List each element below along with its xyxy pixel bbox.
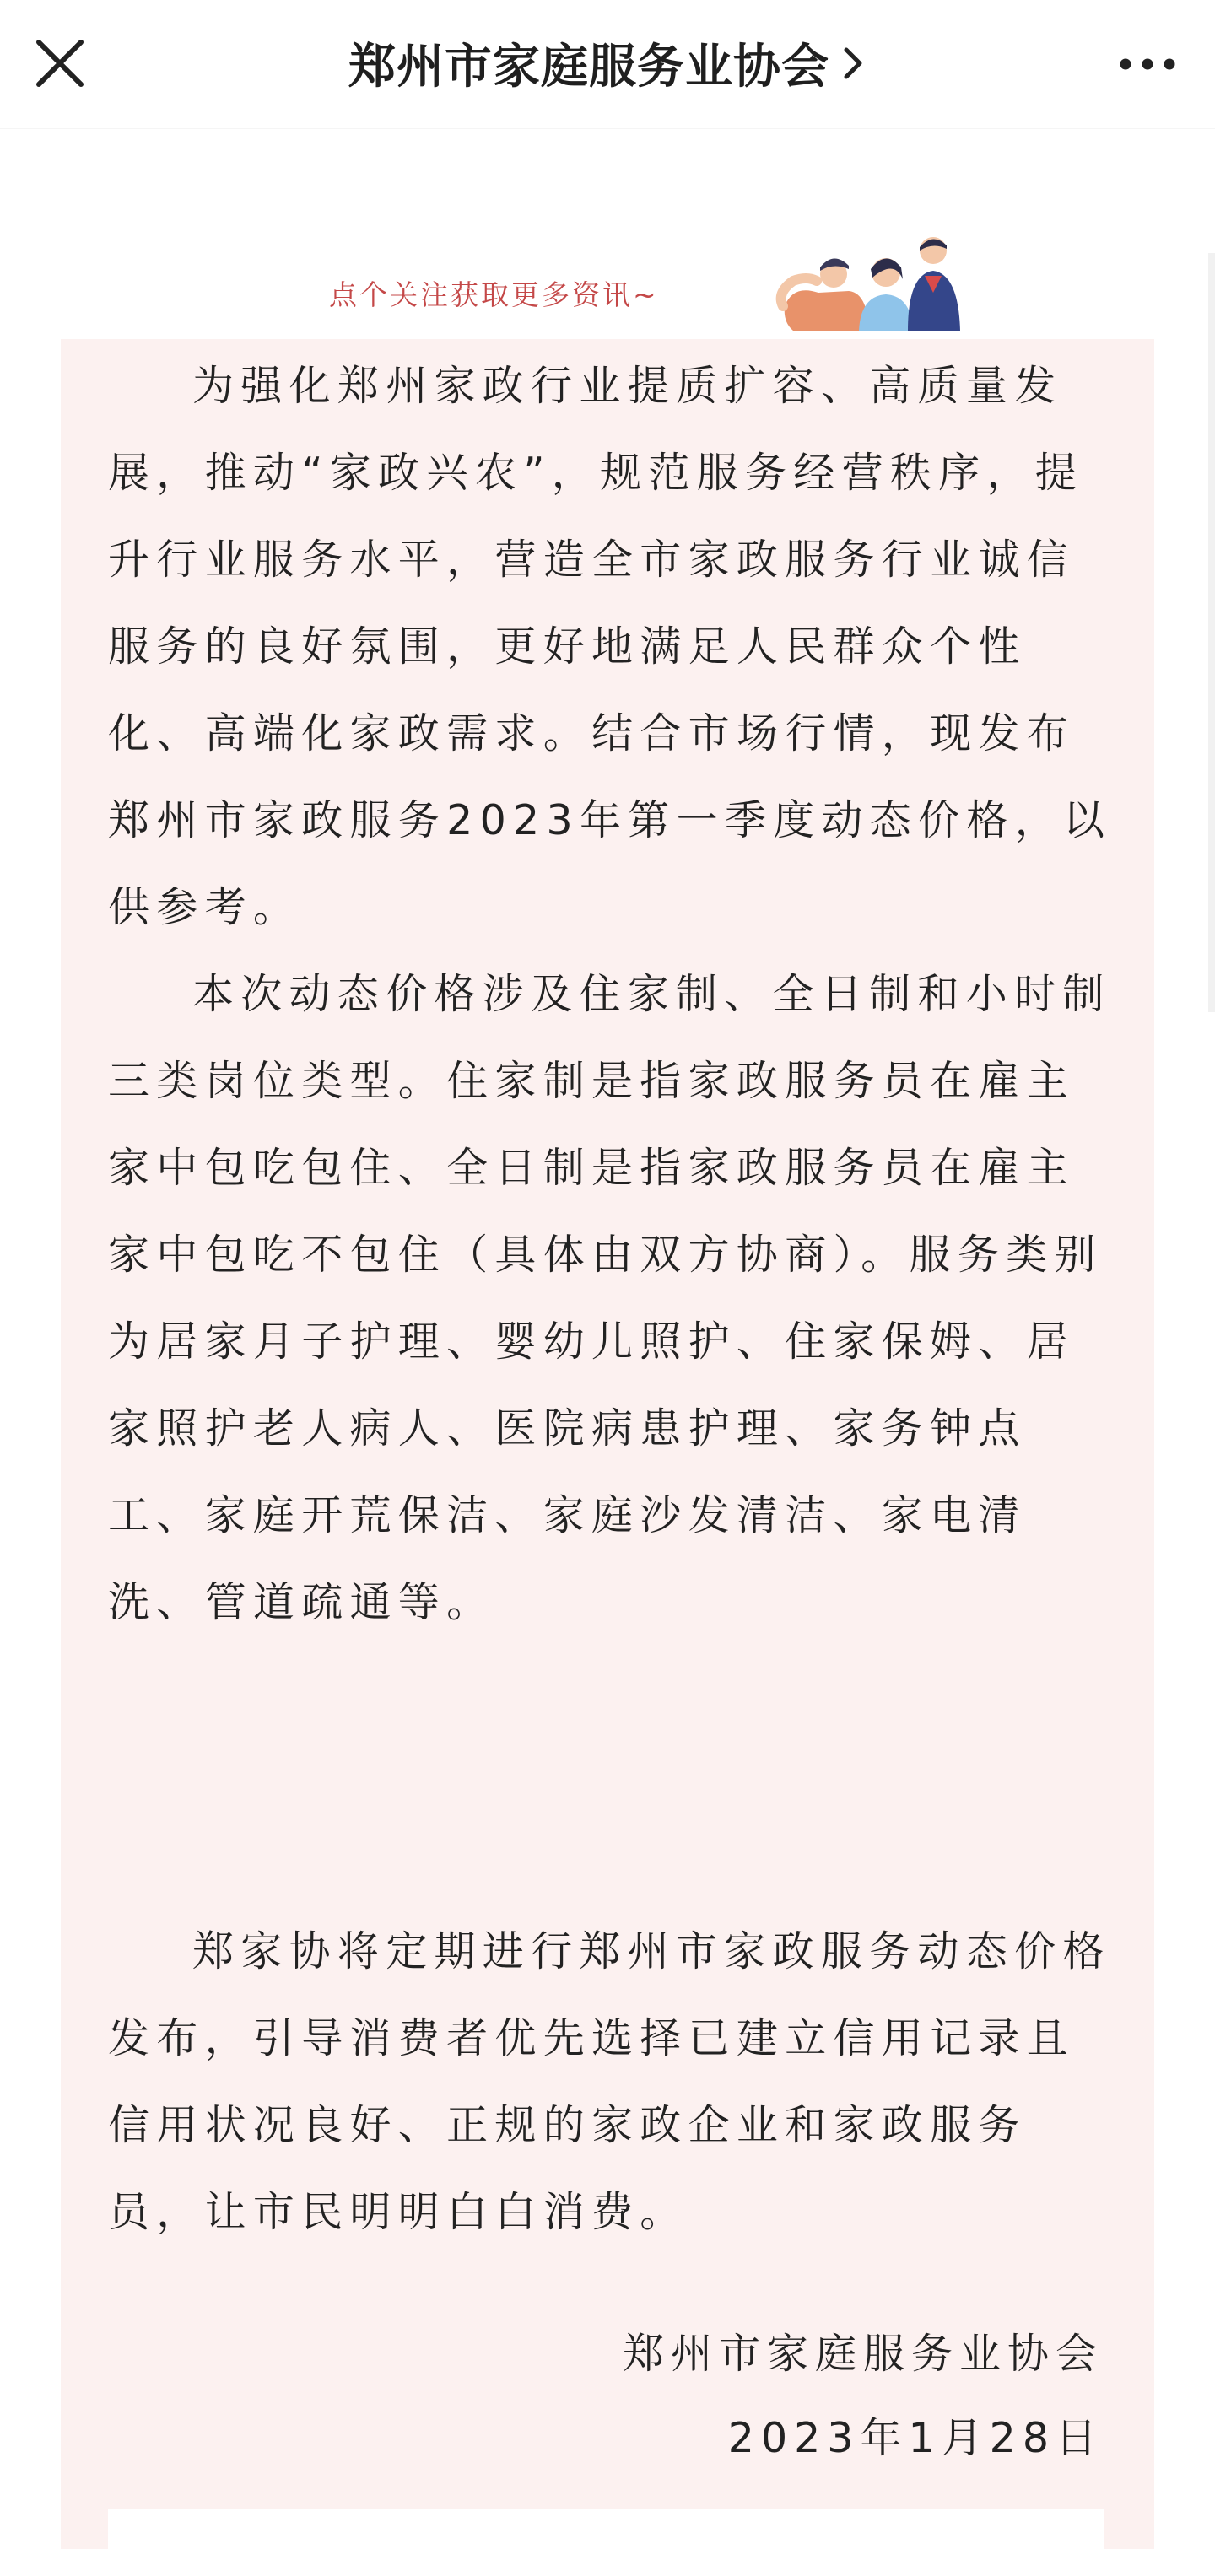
top-bar — [0, 0, 1215, 128]
page-title: 郑州市家庭服务业协会 — [348, 40, 829, 94]
signature-date: 2023年1月28日 — [727, 2414, 1104, 2462]
signature-org: 郑州市家庭服务业协会 — [622, 2330, 1104, 2378]
article-panel — [61, 339, 1154, 2549]
chevron-right-icon — [841, 43, 867, 84]
article-paragraph: 郑家协将定期进行郑州市家政服务动态价格发布，引导消费者优先选择已建立信用记录且信用状况良好、正规的家政企业和家政服务员，让市民明明白白消费。 — [108, 1927, 1111, 2236]
follow-prompt: 点个关注获取更多资讯~ — [329, 278, 659, 311]
people-illustration — [768, 225, 970, 331]
more-icon[interactable] — [1117, 47, 1178, 81]
close-icon[interactable] — [30, 34, 89, 93]
next-card — [108, 2509, 1104, 2576]
account-title-link[interactable] — [169, 25, 1046, 101]
article-paragraph: 本次动态价格涉及住家制、全日制和小时制三类岗位类型。住家制是指家政服务员在雇主家中包吃包住、全日制是指家政服务员在雇主家中包吃不包住（具体由双方协商）。服务类别为居家月子护理、婴幼儿照护、住家保姆、居家照护老人病人、医院病患护理、家务钟点工、家庭开荒保洁、家庭沙发清洁、家电清洗、管道疏通等。 — [108, 970, 1111, 1626]
article-paragraph: 为强化郑州家政行业提质扩容、高质量发展，推动“家政兴农”，规范服务经营秩序，提升行业服务水平，营造全市家政服务行业诚信服务的良好氛围，更好地满足人民群众个性化、高端化家政需求。结合市场行情，现发布郑州市家政服务2023年第一季度动态价格，以供参考。 — [108, 362, 1112, 931]
scroll-edge — [1208, 253, 1215, 1012]
